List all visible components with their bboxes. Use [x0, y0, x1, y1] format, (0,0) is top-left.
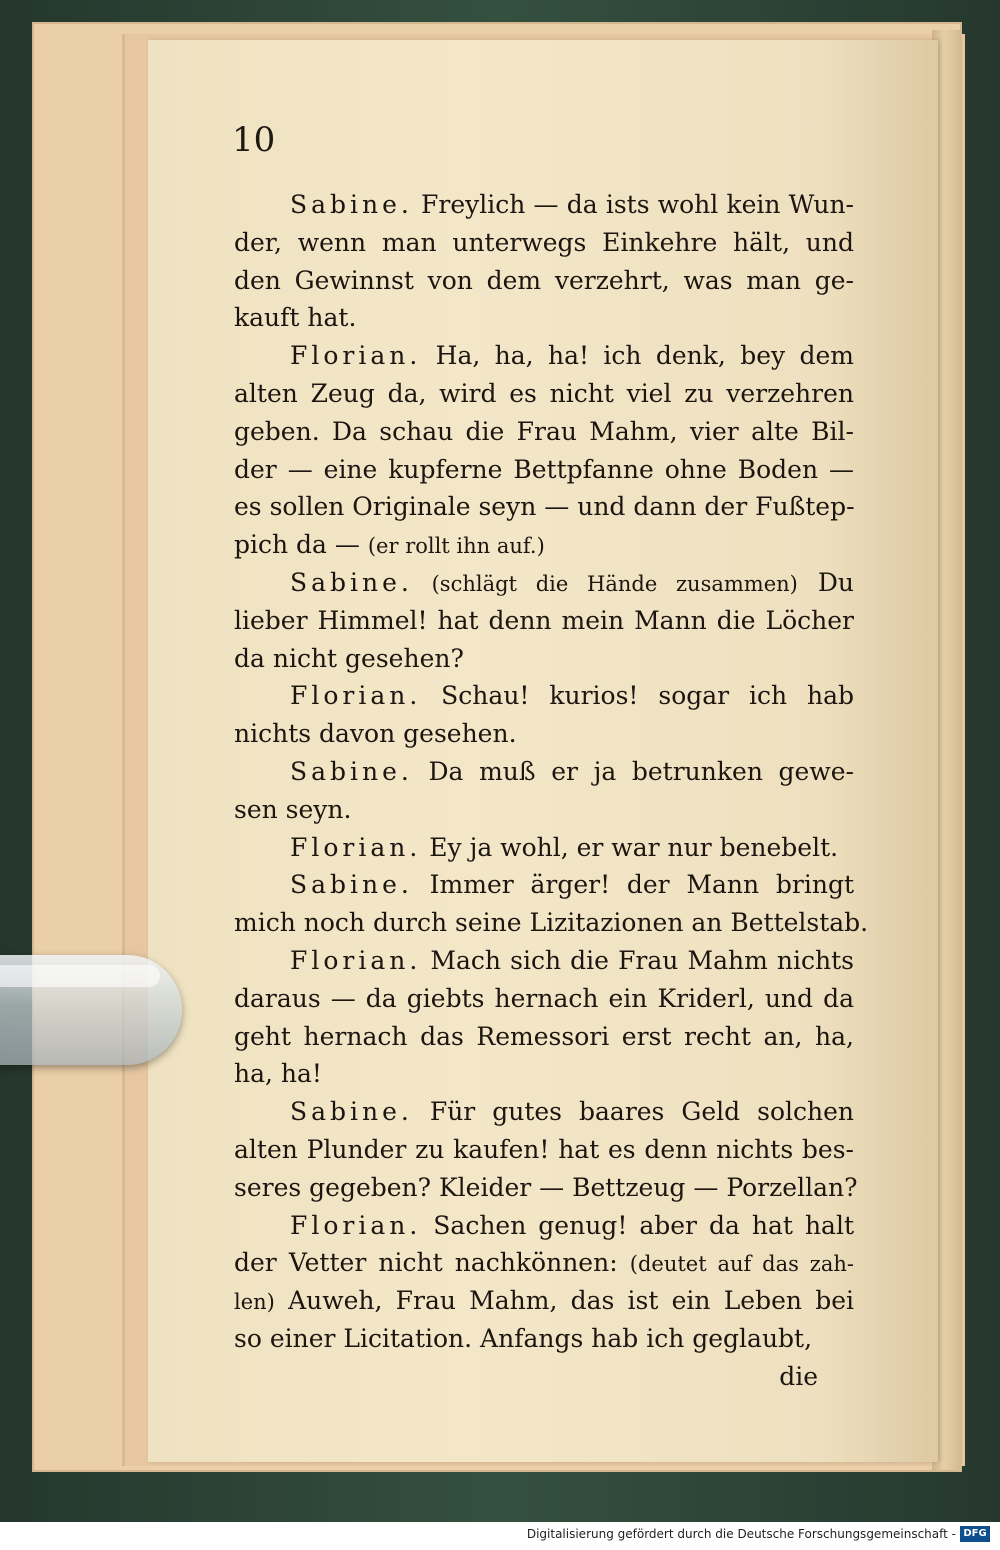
text-line	[234, 224, 854, 262]
text-line	[234, 1131, 854, 1169]
text-line	[234, 262, 854, 300]
stage-direction: (schlägt die Hände zusammen)	[412, 571, 798, 596]
line-text: geht hernach das Remessori erst recht an, ha,	[234, 1021, 854, 1051]
text-line	[234, 942, 854, 980]
text-line	[234, 564, 854, 602]
text-line	[234, 1169, 858, 1207]
stage-direction: (deutet auf das zah-	[629, 1252, 854, 1277]
text-line	[234, 1207, 854, 1245]
speaker-name: Sabine.	[290, 567, 413, 597]
page-clip	[0, 955, 182, 1065]
text-line	[234, 1244, 854, 1282]
line-text: Ey ja wohl, er war nur benebelt.	[421, 832, 839, 862]
page-number: 10	[232, 120, 276, 160]
line-text: alten Plunder zu kaufen! hat es denn nichts bes-	[234, 1134, 854, 1164]
text-line	[234, 299, 854, 337]
dfg-logo: DFG	[960, 1526, 990, 1542]
text-line	[234, 1055, 854, 1093]
page-text	[234, 186, 869, 1396]
text-line	[234, 980, 854, 1018]
line-text: den Gewinnst von dem verzehrt, was man ge-	[234, 265, 854, 295]
text-line	[234, 1320, 854, 1358]
line-text: Sachen genug! aber da hat halt	[421, 1210, 854, 1240]
line-text: der Vetter nicht nachkönnen:	[234, 1248, 630, 1278]
text-line	[234, 488, 854, 526]
line-text: der — eine kupferne Bettpfanne ohne Boden —	[234, 454, 854, 484]
speaker-name: Florian.	[290, 945, 422, 975]
speaker-name: Sabine.	[290, 756, 413, 786]
text-line	[234, 451, 854, 489]
text-line	[234, 186, 854, 224]
line-text: nichts davon gesehen.	[234, 719, 517, 749]
text-line	[234, 791, 854, 829]
text-line	[234, 715, 854, 753]
speaker-name: Florian.	[290, 832, 422, 862]
speaker-name: Sabine.	[290, 870, 413, 900]
line-text: seres gegeben? Kleider — Bettzeug — Porzellan?	[234, 1172, 858, 1202]
line-text: kauft hat.	[234, 303, 357, 333]
text-line	[234, 413, 854, 451]
line-text: so einer Licitation. Anfangs hab ich geglaubt,	[234, 1323, 813, 1353]
text-line	[234, 1093, 854, 1131]
text-line	[234, 753, 854, 791]
speaker-name: Florian.	[290, 1210, 422, 1240]
text-line	[234, 375, 854, 413]
line-text: ha, ha!	[234, 1059, 322, 1089]
text-line	[234, 904, 869, 942]
line-text: Auweh, Frau Mahm, das ist ein Leben bei	[274, 1286, 854, 1316]
footer-credit: Digitalisierung gefördert durch die Deutsche Forschungsgemeinschaft -	[526, 1527, 956, 1541]
line-text: da nicht gesehen?	[234, 643, 464, 673]
footer-bar	[0, 1522, 1000, 1550]
catchword: die	[779, 1361, 818, 1391]
text-line	[234, 677, 854, 715]
line-text: alten Zeug da, wird es nicht viel zu verzehren	[234, 378, 854, 408]
line-text: Immer ärger! der Mann bringt	[412, 870, 854, 900]
text-line	[234, 526, 854, 564]
line-text: es sollen Originale seyn — und dann der Fußtep-	[234, 492, 855, 522]
text-line	[234, 1018, 854, 1056]
speaker-name: Sabine.	[290, 1097, 413, 1127]
clip-highlight	[0, 965, 160, 987]
line-text: der, wenn man unterwegs Einkehre hält, und	[234, 227, 854, 257]
line-text: sen seyn.	[234, 794, 352, 824]
line-text: Du	[797, 567, 855, 597]
line-text: Für gutes baares Geld solchen	[412, 1097, 854, 1127]
text-line	[234, 337, 854, 375]
stage-direction: len)	[234, 1290, 275, 1315]
stage-direction: (er rollt ihn auf.)	[367, 534, 545, 559]
line-text: Mach sich die Frau Mahm nichts	[421, 945, 854, 975]
text-line	[234, 829, 854, 867]
line-text: pich da —	[234, 530, 368, 560]
line-text: lieber Himmel! hat denn mein Mann die Löcher	[234, 605, 854, 635]
line-text: mich noch durch seine Lizitazionen an Bettelstab.	[234, 908, 869, 938]
line-text: Da muß er ja betrunken gewe-	[412, 756, 854, 786]
text-line	[234, 640, 854, 678]
line-text: daraus — da giebts hernach ein Kriderl, und da	[234, 983, 854, 1013]
speaker-name: Florian.	[290, 341, 422, 371]
speaker-name: Florian.	[290, 681, 422, 711]
speaker-name: Sabine.	[290, 190, 413, 219]
text-line	[234, 602, 854, 640]
line-text: Ha, ha, ha! ich denk, bey dem	[421, 341, 854, 371]
text-line	[234, 1282, 854, 1320]
text-line	[234, 866, 854, 904]
line-text: Freylich — da ists wohl kein Wun-	[412, 190, 854, 219]
line-text: Schau! kurios! sogar ich hab	[421, 681, 854, 711]
line-text: geben. Da schau die Frau Mahm, vier alte Bil-	[234, 416, 854, 446]
